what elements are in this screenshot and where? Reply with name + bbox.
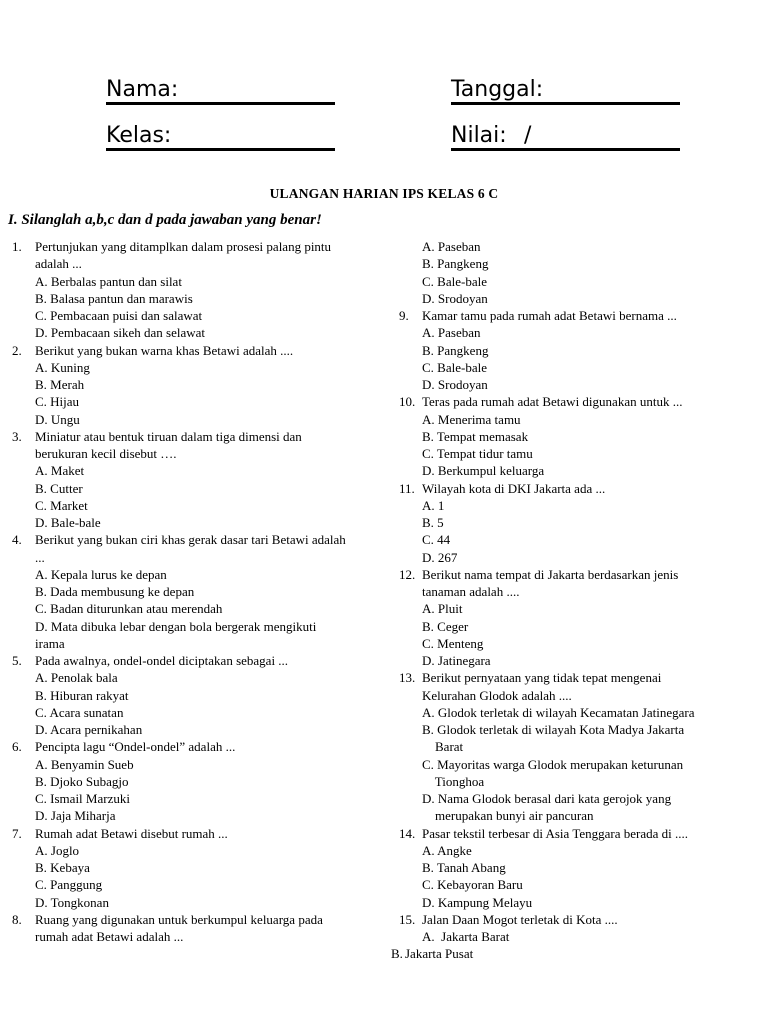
question-text: A. Maket <box>35 463 85 479</box>
question-line <box>8 859 378 876</box>
question-line <box>8 842 378 859</box>
question-line <box>399 549 764 566</box>
question-line <box>399 566 764 583</box>
question-text: Pencipta lagu “Ondel-ondel” adalah ... <box>35 739 236 755</box>
question-text: Kamar tamu pada rumah adat Betawi bernama ... <box>422 308 677 323</box>
class-underline[interactable] <box>106 148 335 151</box>
question-line <box>8 738 378 755</box>
question-line <box>8 273 378 290</box>
question-line <box>8 894 378 911</box>
question-text: A. Benyamin Sueb <box>35 756 134 772</box>
question-line <box>8 480 378 497</box>
question-line <box>399 307 764 324</box>
question-text: A. Penolak bala <box>35 670 118 686</box>
question-text: A. Pluit <box>422 601 463 617</box>
question-number: B. <box>391 946 403 962</box>
question-text: B. Pangkeng <box>422 256 489 272</box>
question-line <box>399 376 764 393</box>
question-line <box>8 359 378 376</box>
question-text: Miniatur atau bentuk tiruan dalam tiga dimensi dan <box>35 428 302 444</box>
question-line <box>8 238 378 255</box>
question-line <box>399 618 764 635</box>
question-line <box>8 825 378 842</box>
question-line <box>8 928 378 945</box>
question-line <box>8 721 378 738</box>
question-line <box>8 462 378 479</box>
question-line <box>399 255 764 272</box>
question-text: Wilayah kota di DKI Jakarta ada ... <box>422 480 606 496</box>
question-text: B. 5 <box>422 515 444 530</box>
question-line <box>399 825 764 842</box>
question-line <box>8 428 378 445</box>
question-text: ... <box>35 549 45 565</box>
question-text: Tionghoa <box>422 773 485 789</box>
question-number: 3. <box>12 428 22 444</box>
question-line <box>399 290 764 307</box>
question-text: irama <box>35 635 65 651</box>
question-line <box>399 445 764 462</box>
question-text: A. Paseban <box>422 325 481 341</box>
question-text: B. Ceger <box>422 618 469 634</box>
question-number: 12. <box>399 566 416 582</box>
question-number: 14. <box>399 825 416 841</box>
question-line <box>399 273 764 290</box>
question-line <box>399 393 764 410</box>
question-text: Ruang yang digunakan untuk berkumpul keluarga pada <box>35 911 323 927</box>
question-text: A. Angke <box>422 842 472 858</box>
question-line <box>399 531 764 548</box>
question-number: 4. <box>12 532 22 548</box>
score-label: Nilai: <box>451 123 507 148</box>
question-text: Pertunjukan yang ditamplkan dalam prosesi palang pintu <box>35 239 332 254</box>
question-line <box>399 704 764 721</box>
question-text: C. Kebayoran Baru <box>422 877 523 893</box>
question-text: D. Nama Glodok berasal dari kata gerojok yang <box>422 791 672 806</box>
question-line <box>8 600 378 617</box>
question-line <box>399 911 764 928</box>
question-text: D. Berkumpul keluarga <box>422 463 545 479</box>
question-line <box>8 411 378 428</box>
question-number: 1. <box>12 239 22 254</box>
question-line <box>399 652 764 669</box>
question-text: B. Glodok terletak di wilayah Kota Madya Jakarta <box>422 722 685 737</box>
question-line <box>399 238 764 255</box>
question-text: Kelurahan Glodok adalah .... <box>422 687 572 703</box>
question-text: C. Bale-bale <box>422 359 487 375</box>
question-line <box>8 566 378 583</box>
question-line <box>399 462 764 479</box>
question-text: D. Bale-bale <box>35 515 101 530</box>
question-line <box>399 342 764 359</box>
question-text: Rumah adat Betawi disebut rumah ... <box>35 825 228 841</box>
question-text: Teras pada rumah adat Betawi digunakan untuk ... <box>422 394 683 410</box>
question-text: A. Glodok terletak di wilayah Kecamatan Jatinegara <box>422 704 695 720</box>
question-line <box>8 514 378 531</box>
question-line <box>399 359 764 376</box>
question-line <box>391 945 764 962</box>
question-text: D. Kampung Melayu <box>422 894 533 910</box>
instruction: I. Silanglah a,b,c dan d pada jawaban yang benar! <box>8 212 322 228</box>
question-text: D. 267 <box>422 549 458 565</box>
question-line <box>399 928 764 945</box>
question-line <box>8 549 378 566</box>
class-label: Kelas: <box>106 123 172 148</box>
question-number: 9. <box>399 308 409 323</box>
question-text: D. Jaja Miharja <box>35 808 116 824</box>
question-text: B. Merah <box>35 377 85 392</box>
question-text: C. Pembacaan puisi dan salawat <box>35 308 203 323</box>
question-line <box>399 669 764 686</box>
question-text: B. Dada membusung ke depan <box>35 584 195 599</box>
question-line <box>399 807 764 824</box>
question-text: A. Kuning <box>35 359 90 375</box>
question-line <box>8 342 378 359</box>
question-text: C. Hijau <box>35 394 80 410</box>
date-label: Tanggal: <box>451 77 544 102</box>
question-line <box>399 514 764 531</box>
question-line <box>399 635 764 652</box>
question-text: B. Tempat memasak <box>422 428 529 444</box>
question-line <box>399 894 764 911</box>
question-line <box>399 600 764 617</box>
question-text: B. Kebaya <box>35 860 90 875</box>
question-line <box>8 773 378 790</box>
question-line <box>8 669 378 686</box>
question-text: A. Berbalas pantun dan silat <box>35 273 182 289</box>
question-text: A. Paseban <box>422 239 481 254</box>
question-line <box>399 773 764 790</box>
question-line <box>399 842 764 859</box>
question-text: B. Tanah Abang <box>422 860 506 875</box>
question-text: Berikut yang bukan ciri khas gerak dasar tari Betawi adalah <box>35 532 346 548</box>
question-text: D. Tongkonan <box>35 894 109 910</box>
question-number: 6. <box>12 739 22 755</box>
question-line <box>8 756 378 773</box>
question-text: D. Mata dibuka lebar dengan bola bergerak mengikuti <box>35 618 317 634</box>
question-text: Jalan Daan Mogot terletak di Kota .... <box>422 911 618 927</box>
question-text: C. Menteng <box>422 635 484 651</box>
question-number: 15. <box>399 911 416 927</box>
question-line <box>8 290 378 307</box>
question-line <box>399 428 764 445</box>
question-line <box>8 393 378 410</box>
question-line <box>8 307 378 324</box>
question-text: C. Bale-bale <box>422 273 487 289</box>
question-text: A. Kepala lurus ke depan <box>35 566 167 582</box>
question-text: Barat <box>422 739 464 755</box>
question-text: D. Ungu <box>35 411 80 427</box>
question-line <box>8 497 378 514</box>
question-text: adalah ... <box>35 256 82 272</box>
question-line <box>399 790 764 807</box>
question-text: A. Jakarta Barat <box>422 929 510 944</box>
question-line <box>8 445 378 462</box>
question-text: C. Acara sunatan <box>35 704 124 720</box>
question-line <box>399 687 764 704</box>
name-underline[interactable] <box>106 102 335 105</box>
question-text: Pasar tekstil terbesar di Asia Tenggara berada di .... <box>422 825 688 841</box>
left-question-column <box>8 238 378 945</box>
question-number: 2. <box>12 342 22 358</box>
question-line <box>399 859 764 876</box>
question-text: merupakan bunyi air pancuran <box>422 808 594 824</box>
question-text: B. Pangkeng <box>422 342 489 358</box>
question-line <box>399 876 764 893</box>
question-text: B. Cutter <box>35 480 83 496</box>
name-label: Nama: <box>106 77 179 102</box>
question-number: 10. <box>399 394 416 410</box>
question-text: D. Srodoyan <box>422 290 488 306</box>
question-text: C. Panggung <box>35 877 103 893</box>
question-text: A. Joglo <box>35 842 80 858</box>
question-text: C. 44 <box>422 532 451 548</box>
question-text: A. 1 <box>422 497 445 513</box>
question-text: B. Balasa pantun dan marawis <box>35 290 193 306</box>
question-text: C. Badan diturunkan atau merendah <box>35 601 223 617</box>
question-text: C. Market <box>35 497 88 513</box>
question-line <box>8 531 378 548</box>
question-number: 7. <box>12 825 22 841</box>
question-line <box>399 497 764 514</box>
question-line <box>8 583 378 600</box>
question-text: A. Menerima tamu <box>422 411 521 427</box>
score-slash: / <box>524 123 532 148</box>
question-text: Berikut pernyataan yang tidak tepat mengenai <box>422 670 662 686</box>
question-number: 5. <box>12 653 22 668</box>
question-text: tanaman adalah .... <box>422 584 520 599</box>
question-line <box>8 704 378 721</box>
question-line <box>8 255 378 272</box>
question-line <box>399 738 764 755</box>
question-line <box>399 324 764 341</box>
question-line <box>8 635 378 652</box>
question-line <box>8 652 378 669</box>
question-text: D. Jatinegara <box>422 653 491 668</box>
question-line <box>399 411 764 428</box>
question-text: C. Tempat tidur tamu <box>422 446 533 461</box>
question-line <box>8 376 378 393</box>
question-text: D. Pembacaan sikeh dan selawat <box>35 325 206 341</box>
question-number: 8. <box>12 911 22 927</box>
question-number: 13. <box>399 670 416 686</box>
question-text: Jakarta Pusat <box>405 946 474 962</box>
question-text: D. Srodoyan <box>422 377 488 392</box>
question-text: D. Acara pernikahan <box>35 722 143 737</box>
date-underline[interactable] <box>451 102 680 105</box>
score-underline[interactable] <box>451 148 680 151</box>
question-text: B. Djoko Subagjo <box>35 773 129 789</box>
question-text: Berikut nama tempat di Jakarta berdasarkan jenis <box>422 566 679 582</box>
question-text: B. Hiburan rakyat <box>35 687 129 703</box>
question-text: Pada awalnya, ondel-ondel diciptakan sebagai ... <box>35 653 289 668</box>
question-line <box>8 876 378 893</box>
question-line <box>8 911 378 928</box>
question-line <box>8 618 378 635</box>
question-line <box>8 790 378 807</box>
question-line <box>399 756 764 773</box>
question-line <box>8 807 378 824</box>
question-text: Berikut yang bukan warna khas Betawi adalah .... <box>35 342 294 358</box>
right-question-column <box>391 238 764 963</box>
question-number: 11. <box>399 480 415 496</box>
question-line <box>8 687 378 704</box>
page-title: ULANGAN HARIAN IPS KELAS 6 C <box>269 186 499 201</box>
question-text: berukuran kecil disebut …. <box>35 446 177 461</box>
question-text: C. Mayoritas warga Glodok merupakan keturunan <box>422 756 684 772</box>
question-line <box>8 324 378 341</box>
question-text: rumah adat Betawi adalah ... <box>35 929 184 944</box>
question-text: C. Ismail Marzuki <box>35 791 130 806</box>
question-line <box>399 480 764 497</box>
question-line <box>399 583 764 600</box>
question-line <box>399 721 764 738</box>
